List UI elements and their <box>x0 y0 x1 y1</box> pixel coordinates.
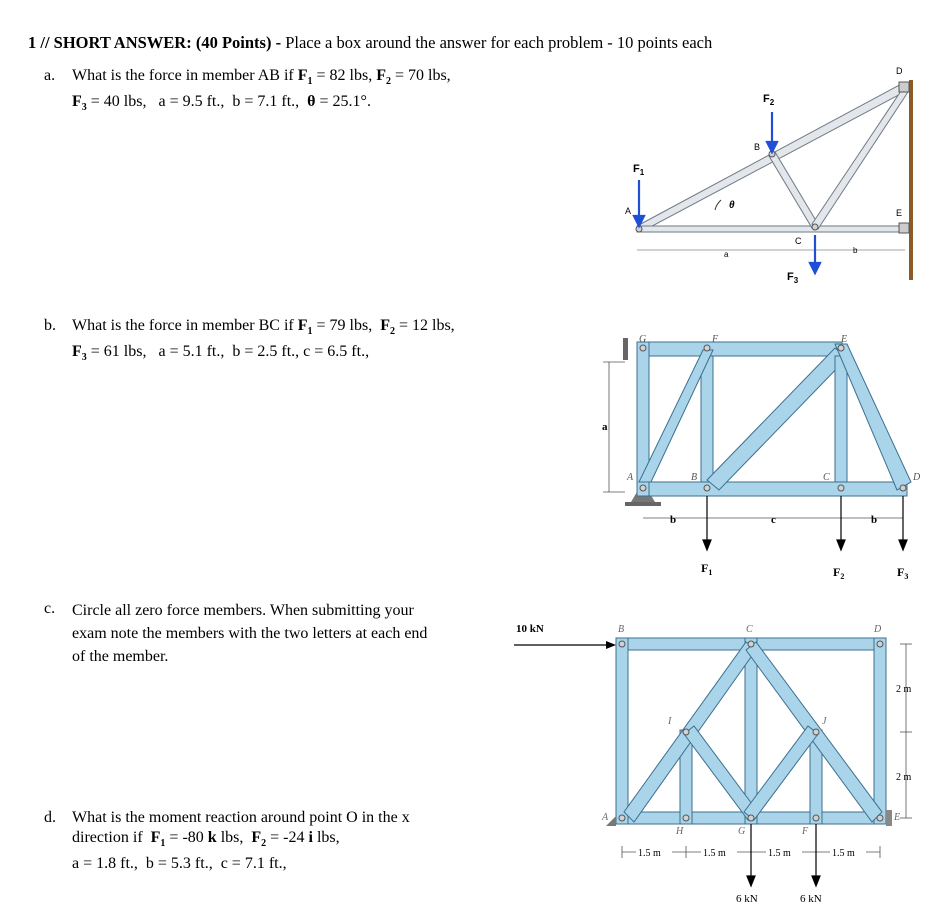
node-label-F: F <box>712 334 719 345</box>
pin-C <box>812 224 818 230</box>
theta-value: = 25.1°. <box>315 93 371 111</box>
force-symbol: F <box>297 317 308 334</box>
dim-label-2m-upper: 2 m <box>896 684 912 695</box>
force-subscript: 2 <box>389 326 395 338</box>
section-title: SHORT ANSWER: <box>53 33 192 52</box>
truss-figure-c <box>510 612 930 910</box>
node-label-B: B <box>691 472 698 483</box>
force-subscript: 2 <box>385 76 391 88</box>
truss-figure-b <box>595 330 930 590</box>
force-symbol: F <box>297 67 308 84</box>
force-subscript: 1 <box>307 76 313 88</box>
load-label-F1: $F_1$ <box>701 561 713 577</box>
question-number: 1 // <box>28 33 50 52</box>
member-EB <box>707 348 847 490</box>
load-label-6kN-1: 6 kN <box>736 893 758 905</box>
load-label-F3: $F_3$ <box>897 565 909 581</box>
force-symbol: F <box>72 343 82 361</box>
node-label-I: I <box>668 716 672 727</box>
question-b-text <box>72 316 455 368</box>
dim-label-a: a <box>724 250 729 259</box>
node-label-A: A <box>627 472 634 483</box>
question-header <box>28 33 712 53</box>
dim-label-2m-lower: 2 m <box>896 772 912 783</box>
dim-label-b: b <box>853 246 858 255</box>
question-d-text <box>72 808 410 874</box>
wall <box>909 80 913 280</box>
load-label-F1: $F_1$ <box>633 163 645 177</box>
force-value: = 82 lbs, <box>312 67 377 84</box>
given-values: = 40 lbs, a = 9.5 ft., b = 7.1 ft., <box>86 93 308 111</box>
question-b-line1 <box>72 316 455 342</box>
node-label-C: C <box>823 472 830 483</box>
question-d-line3: a = 1.8 ft., b = 5.3 ft., c = 7.1 ft., <box>72 855 287 873</box>
question-a-prefix: What is the force in member AB if <box>72 67 294 84</box>
truss-figure-a <box>615 60 930 295</box>
node-label-A: A <box>602 812 609 823</box>
node-label-G: G <box>738 826 746 837</box>
force-subscript: 3 <box>81 102 87 114</box>
dim-label-1.5m-1: 1.5 m <box>638 848 661 859</box>
question-b-label: b. <box>44 317 56 334</box>
given-values: = 61 lbs, a = 5.1 ft., b = 2.5 ft., c = 6.5 ft., <box>86 343 370 361</box>
force-symbol: F <box>72 93 82 111</box>
question-d-line1: What is the moment reaction around point O in the x <box>72 809 410 826</box>
force-subscript: 3 <box>81 352 87 364</box>
load-label-F2: $F_2$ <box>763 93 775 107</box>
dim-label-1.5m-3: 1.5 m <box>768 848 791 859</box>
load-label-F3: $F_3$ <box>787 271 799 285</box>
question-d-line2: direction if $F_1 = -80$ k lbs, $F_2 = -24$ i lbs, <box>72 829 340 850</box>
dim-label-a: a <box>602 421 608 433</box>
force-value: = 79 lbs, <box>312 317 381 334</box>
member-DE <box>874 638 886 824</box>
question-b-line2 <box>72 342 455 368</box>
dim-label-b1: b <box>670 514 677 526</box>
force-value: = 70 lbs, <box>390 67 451 84</box>
member-AE <box>637 226 905 232</box>
node-label-C: C <box>746 624 753 635</box>
dim-label-c: c <box>771 514 776 526</box>
theta-symbol: θ <box>307 93 316 111</box>
question-a-line1 <box>72 66 451 92</box>
dim-label-1.5m-2: 1.5 m <box>703 848 726 859</box>
node-label-D: D <box>874 624 882 635</box>
support-E <box>886 810 892 826</box>
header-dash: - <box>275 33 282 52</box>
theta-arc <box>715 200 721 210</box>
question-c-line2: exam note the members with the two letters at each end <box>72 625 428 642</box>
node-label-E: E <box>894 812 901 823</box>
node-label-H: H <box>676 826 684 837</box>
header-instruction: Place a box around the answer for each problem - 10 points each <box>285 33 713 52</box>
question-c-label: c. <box>44 600 56 617</box>
force-value: = 12 lbs, <box>394 317 455 334</box>
member-EC <box>835 356 847 482</box>
node-label-B: B <box>618 624 625 635</box>
node-label-D: D <box>913 472 921 483</box>
question-c-line3: of the member. <box>72 648 169 665</box>
member-AD <box>637 482 907 496</box>
node-label-C: C <box>795 236 802 246</box>
dim-label-b2: b <box>871 514 878 526</box>
load-F2-head <box>767 142 777 152</box>
section-points: (40 Points) <box>195 33 272 52</box>
question-b-prefix: What is the force in member BC if <box>72 317 294 334</box>
force-subscript: 1 <box>307 326 313 338</box>
question-d-label: d. <box>44 809 56 826</box>
load-label-F2: $F_2$ <box>833 565 845 581</box>
question-a-text <box>72 66 451 118</box>
theta-label: θ <box>729 200 735 211</box>
member-BC <box>769 152 818 228</box>
question-c-text <box>72 599 427 668</box>
node-label-E: E <box>896 208 903 218</box>
load-label-6kN-2: 6 kN <box>800 893 822 905</box>
load-label-10kN: 10 kN <box>516 623 544 635</box>
dim-label-1.5m-4: 1.5 m <box>832 848 855 859</box>
member-CG <box>745 638 757 824</box>
node-label-D: D <box>896 66 903 76</box>
force-symbol: F <box>380 317 390 334</box>
question-c-line1: Circle all zero force members. When submitting your <box>72 602 414 619</box>
member-BA <box>616 638 628 824</box>
node-label-F: F <box>802 826 809 837</box>
support-E <box>899 223 909 233</box>
node-label-B: B <box>754 142 761 152</box>
node-label-E: E <box>841 334 848 345</box>
node-label-A: A <box>625 206 632 216</box>
node-label-G: G <box>639 334 647 345</box>
node-label-J: J <box>822 716 827 727</box>
load-F3-head <box>810 263 820 273</box>
support-G-wall <box>623 338 628 360</box>
support-D <box>899 82 909 92</box>
question-a-line2 <box>72 92 451 118</box>
question-a-label: a. <box>44 67 56 84</box>
member-GE <box>637 342 842 356</box>
member-FB <box>701 356 713 482</box>
force-symbol: F <box>376 67 386 84</box>
